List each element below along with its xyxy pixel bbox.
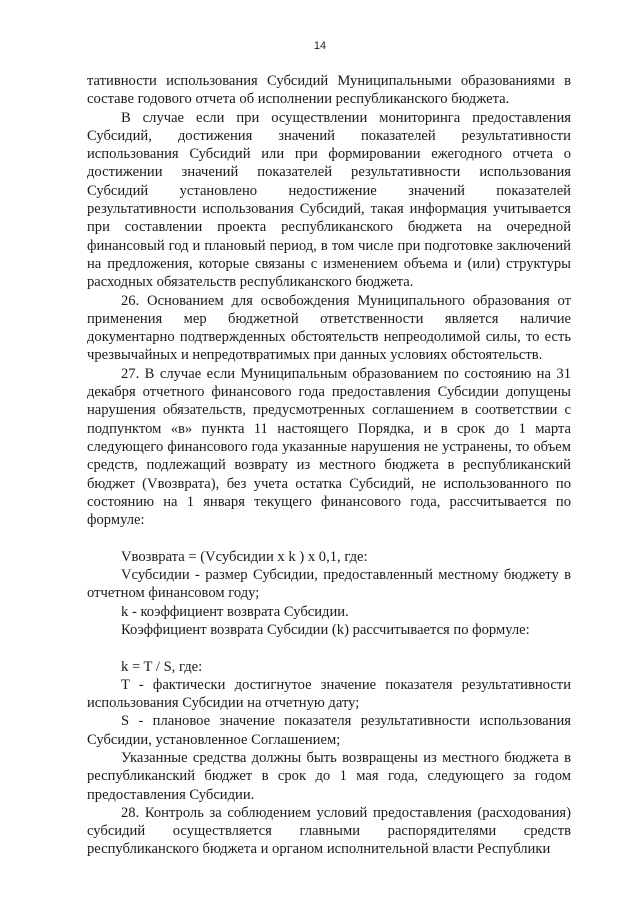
definition-s: S - плановое значение показателя результативности использования Субсидии, установленное Соглашением;: [87, 713, 571, 748]
definition-v-subsidy: Vсубсидии - размер Субсидии, предоставленный местному бюджету в отчетном финансовом году;: [87, 567, 571, 602]
paragraph-monitoring: В случае если при осуществлении мониторинга предоставления Субсидий, достижения значений показателей результативности использования Субсидий или при формировании ежегодного отчета о достижении значений показателей результативности использования Субсидий установлено недостижение значений показателей результативности использования Субсидий, такая информация учитывается при составлении проекта республиканского бюджета на очередной финансовый год и плановый период, в том числе при подготовке заключений на предложения, которые связаны с изменением объема и (или) структуры расходных обязательств республиканского бюджета.: [87, 109, 571, 291]
page-number: 14: [313, 40, 327, 52]
formula-k: k = T / S, где:: [121, 658, 203, 675]
definition-t: T - фактически достигнутое значение показателя результативности использования Субсидии на отчетную дату;: [87, 676, 571, 712]
paragraph-26: 26. Основанием для освобождения Муниципального образования от применения мер бюджетной ответственности является наличие документарно подтвержденных обстоятельств непреодолимой силы, то есть чрезвычайных и непредотвратимых при данных условиях обстоятельств.: [87, 292, 571, 364]
paragraph-k-formula-intro: Коэффициент возврата Субсидии (k) рассчитывается по формуле:: [121, 621, 530, 638]
formula-v-return: Vвозврата = (Vсубсидии x k ) x 0,1, где:: [121, 548, 368, 565]
paragraph-27: 27. В случае если Муниципальным образованием по состоянию на 31 декабря отчетного финансового года предоставления Субсидии допущены нарушения обязательств, предусмотренных соглашением в соответствии с подпунктом «в» пункта 11 настоящего Порядка, и в срок до 1 марта следующего финансового года указанные нарушения не устранены, то объем средств, подлежащий возврату из местного бюджета в республиканский бюджет (Vвозврата), без учета остатка Субсидий, не использованного по состоянию на 1 января текущего финансового года, рассчитывается по формуле:: [87, 365, 571, 529]
paragraph-continuation: тативности использования Субсидий Муниципальными образованиями в составе годового отчета об исполнении республиканского бюджета.: [87, 73, 571, 108]
paragraph-28: 28. Контроль за соблюдением условий предоставления (расходования) субсидий осуществляется главными распорядителями средств республиканского бюджета и органом исполнительной власти Республики: [87, 804, 571, 858]
definition-k: k - коэффициент возврата Субсидии.: [121, 603, 349, 620]
document-body: [87, 72, 571, 859]
paragraph-return-deadline: Указанные средства должны быть возвращены из местного бюджета в республиканский бюджет в срок до 1 мая года, следующего за годом предоставления Субсидии.: [87, 749, 571, 803]
